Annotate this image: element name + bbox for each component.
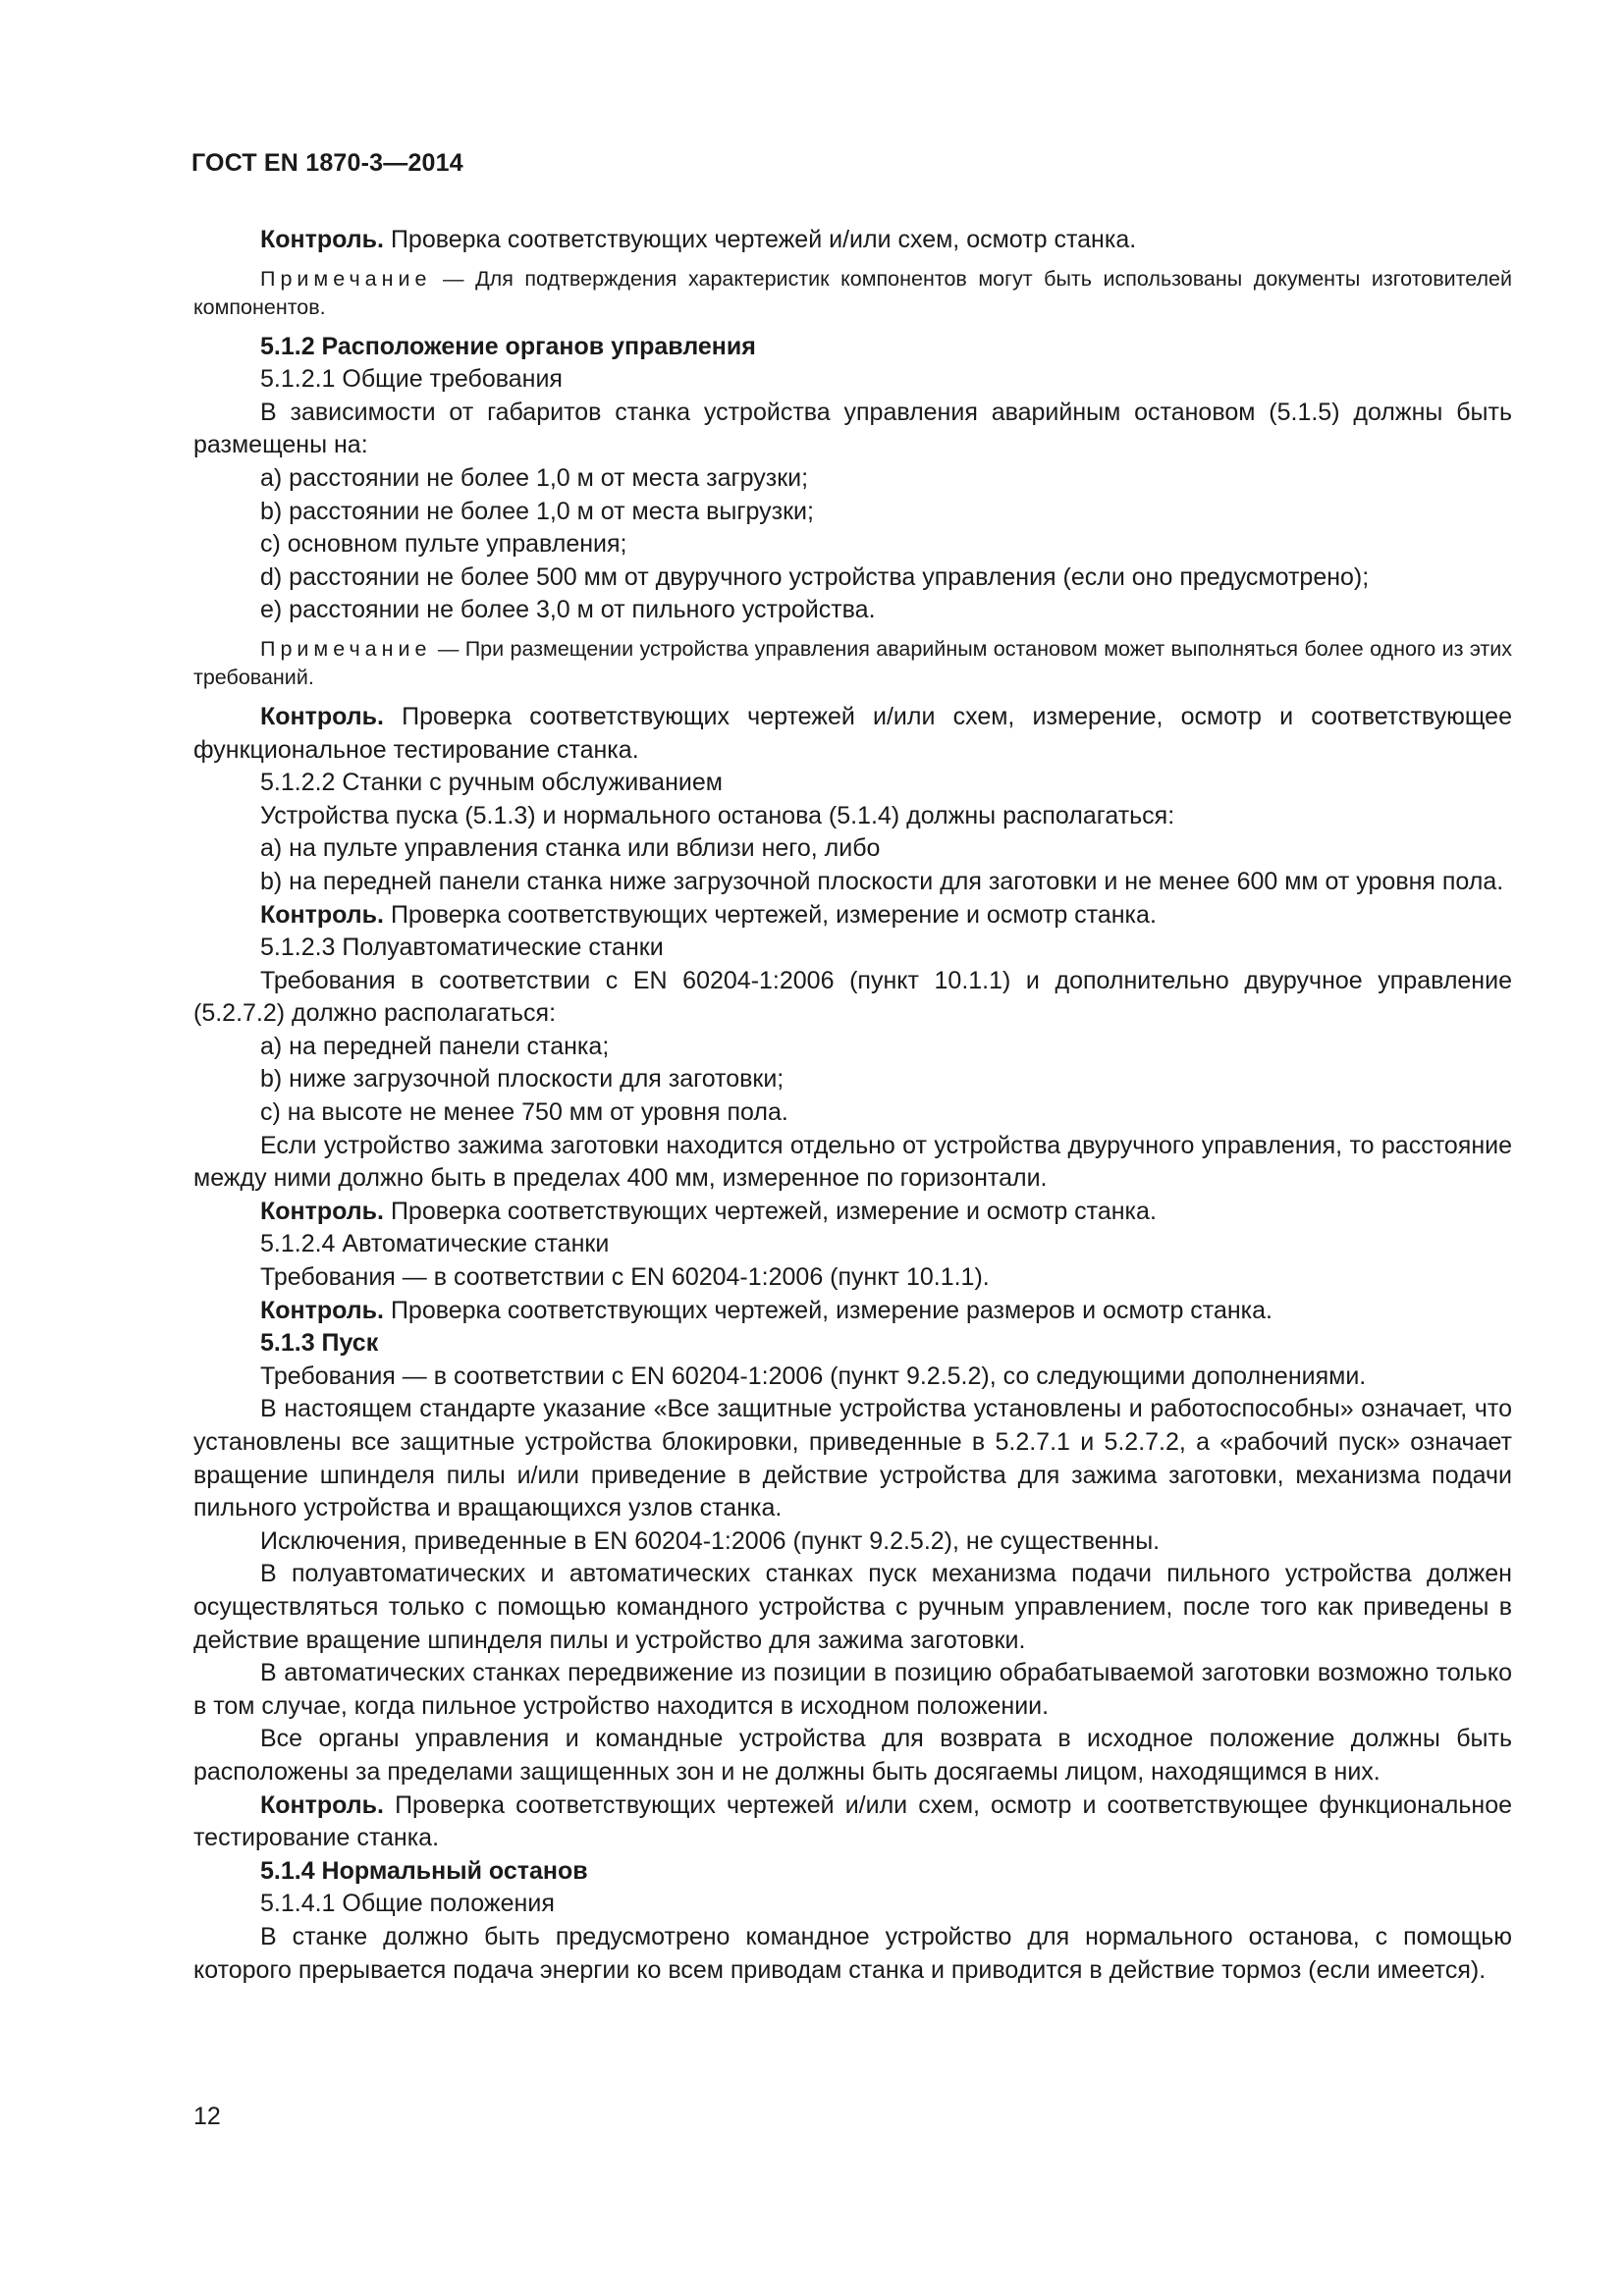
control-text: Проверка соответствующих чертежей, измерение и осмотр станка. <box>384 1197 1157 1225</box>
paragraph: Все органы управления и командные устройства для возврата в исходное положение должны быть расположены за пределами защищенных зон и не должны быть досягаемы лицом, находящимся в них. <box>193 1725 1512 1786</box>
list-item: a) на пульте управления станка или вблизи него, либо <box>260 834 881 863</box>
control-paragraph <box>193 701 1512 767</box>
control-paragraph <box>193 224 1512 257</box>
list-item: c) основном пульте управления; <box>260 530 627 559</box>
document-header: ГОСТ EN 1870-3—2014 <box>191 149 463 177</box>
list-item: b) ниже загрузочной плоскости для заготовки; <box>260 1065 785 1094</box>
subsection-heading: 5.1.4.1 Общие положения <box>260 1890 555 1918</box>
control-paragraph <box>193 1196 1512 1229</box>
control-text: Проверка соответствующих чертежей и/или схем, осмотр и соответствующее функциональное тестирование станка. <box>193 1790 1512 1852</box>
control-text: Проверка соответствующих чертежей и/или схем, осмотр станка. <box>384 226 1137 253</box>
paragraph: В станке должно быть предусмотрено командное устройство для нормального останова, с помощью которого прерывается подача энергии ко всем приводам станка и приводится в действие тормоз (если имеется). <box>193 1922 1512 1984</box>
note-paragraph <box>193 635 1512 692</box>
control-label: Контроль. <box>260 1296 384 1324</box>
control-label: Контроль. <box>260 702 384 730</box>
paragraph: В автоматических станках передвижение из позиции в позицию обрабатываемой заготовки возможно только в том случае, когда пильное устройство находится в исходном положении. <box>193 1659 1512 1720</box>
list-item: c) на высоте не менее 750 мм от уровня пола. <box>260 1098 788 1127</box>
paragraph: В зависимости от габаритов станка устройства управления аварийным остановом (5.1.5) должны быть размещены на: <box>193 398 1512 459</box>
page-number: 12 <box>193 2103 221 2130</box>
paragraph: b) на передней панели станка ниже загрузочной плоскости для заготовки и не менее 600 мм от уровня пола. <box>260 867 1504 895</box>
paragraph: Требования в соответствии с EN 60204-1:2006 (пункт 10.1.1) и дополнительно двуручное управление (5.2.7.2) должно располагаться: <box>193 966 1512 1028</box>
list-item: a) на передней панели станка; <box>260 1032 610 1060</box>
control-label: Контроль. <box>260 226 384 253</box>
paragraph: Требования — в соответствии с EN 60204-1:2006 (пункт 9.2.5.2), со следующими дополнениями. <box>260 1362 1367 1390</box>
control-paragraph <box>193 1789 1512 1855</box>
section-heading: 5.1.3 Пуск <box>260 1329 379 1358</box>
subsection-heading: 5.1.2.1 Общие требования <box>260 365 563 394</box>
control-label: Контроль. <box>260 1197 384 1225</box>
subsection-heading: 5.1.2.3 Полуавтоматические станки <box>260 934 664 962</box>
control-label: Контроль. <box>260 1790 384 1819</box>
paragraph: Исключения, приведенные в EN 60204-1:2006 (пункт 9.2.5.2), не существенны. <box>260 1526 1161 1555</box>
control-text: Проверка соответствующих чертежей, измерение и осмотр станка. <box>384 900 1157 929</box>
section-heading: 5.1.4 Нормальный останов <box>260 1856 588 1885</box>
paragraph: В настоящем стандарте указание «Все защитные устройства установлены и работоспособны» означает, что установлены все защитные устройства блокировки, приведенные в 5.2.7.1 и 5.2.7.2, а «рабочий пуск» означает вращение шпинделя пилы и/или приведение в действие устройства для зажима заготовки, механизма подачи пильного устройства и вращающихся узлов станка. <box>193 1395 1512 1522</box>
paragraph: В полуавтоматических и автоматических станках пуск механизма подачи пильного устройства должен осуществляться только с помощью командного устройства с ручным управлением, после того как приведены в действие вращение шпинделя пилы и устройство для зажима заготовки. <box>193 1560 1512 1654</box>
subsection-heading: 5.1.2.2 Станки с ручным обслуживанием <box>260 769 723 797</box>
note-label: Примечание <box>260 636 432 661</box>
note-paragraph <box>193 265 1512 322</box>
paragraph: Если устройство зажима заготовки находится отдельно от устройства двуручного управления, то расстояние между ними должно быть в пределах 400 мм, измеренное по горизонтали. <box>193 1131 1512 1193</box>
list-item: b) расстоянии не более 1,0 м от места выгрузки; <box>260 497 814 525</box>
note-text: — Для подтверждения характеристик компонентов могут быть использованы документы изготовителей компонентов. <box>193 266 1512 319</box>
control-paragraph <box>193 1295 1512 1328</box>
list-item: a) расстоянии не более 1,0 м от места загрузки; <box>260 463 809 492</box>
control-text: Проверка соответствующих чертежей и/или схем, измерение, осмотр и соответствующее функциональное тестирование станка. <box>193 702 1512 764</box>
paragraph: Устройства пуска (5.1.3) и нормального останова (5.1.4) должны располагаться: <box>260 801 1175 829</box>
list-item: e) расстоянии не более 3,0 м от пильного устройства. <box>260 596 876 624</box>
section-heading: 5.1.2 Расположение органов управления <box>260 332 756 360</box>
paragraph: Требования — в соответствии с EN 60204-1:2006 (пункт 10.1.1). <box>260 1263 990 1292</box>
control-label: Контроль. <box>260 900 384 929</box>
control-text: Проверка соответствующих чертежей, измерение размеров и осмотр станка. <box>384 1296 1273 1324</box>
control-paragraph <box>193 899 1512 933</box>
subsection-heading: 5.1.2.4 Автоматические станки <box>260 1230 610 1258</box>
list-item: d) расстоянии не более 500 мм от двуручного устройства управления (если оно предусмотрено); <box>260 562 1370 591</box>
note-label: Примечание <box>260 266 432 291</box>
note-text: — При размещении устройства управления аварийным остановом может выполняться более одного из этих требований. <box>193 636 1512 689</box>
page-body <box>193 224 1512 1987</box>
